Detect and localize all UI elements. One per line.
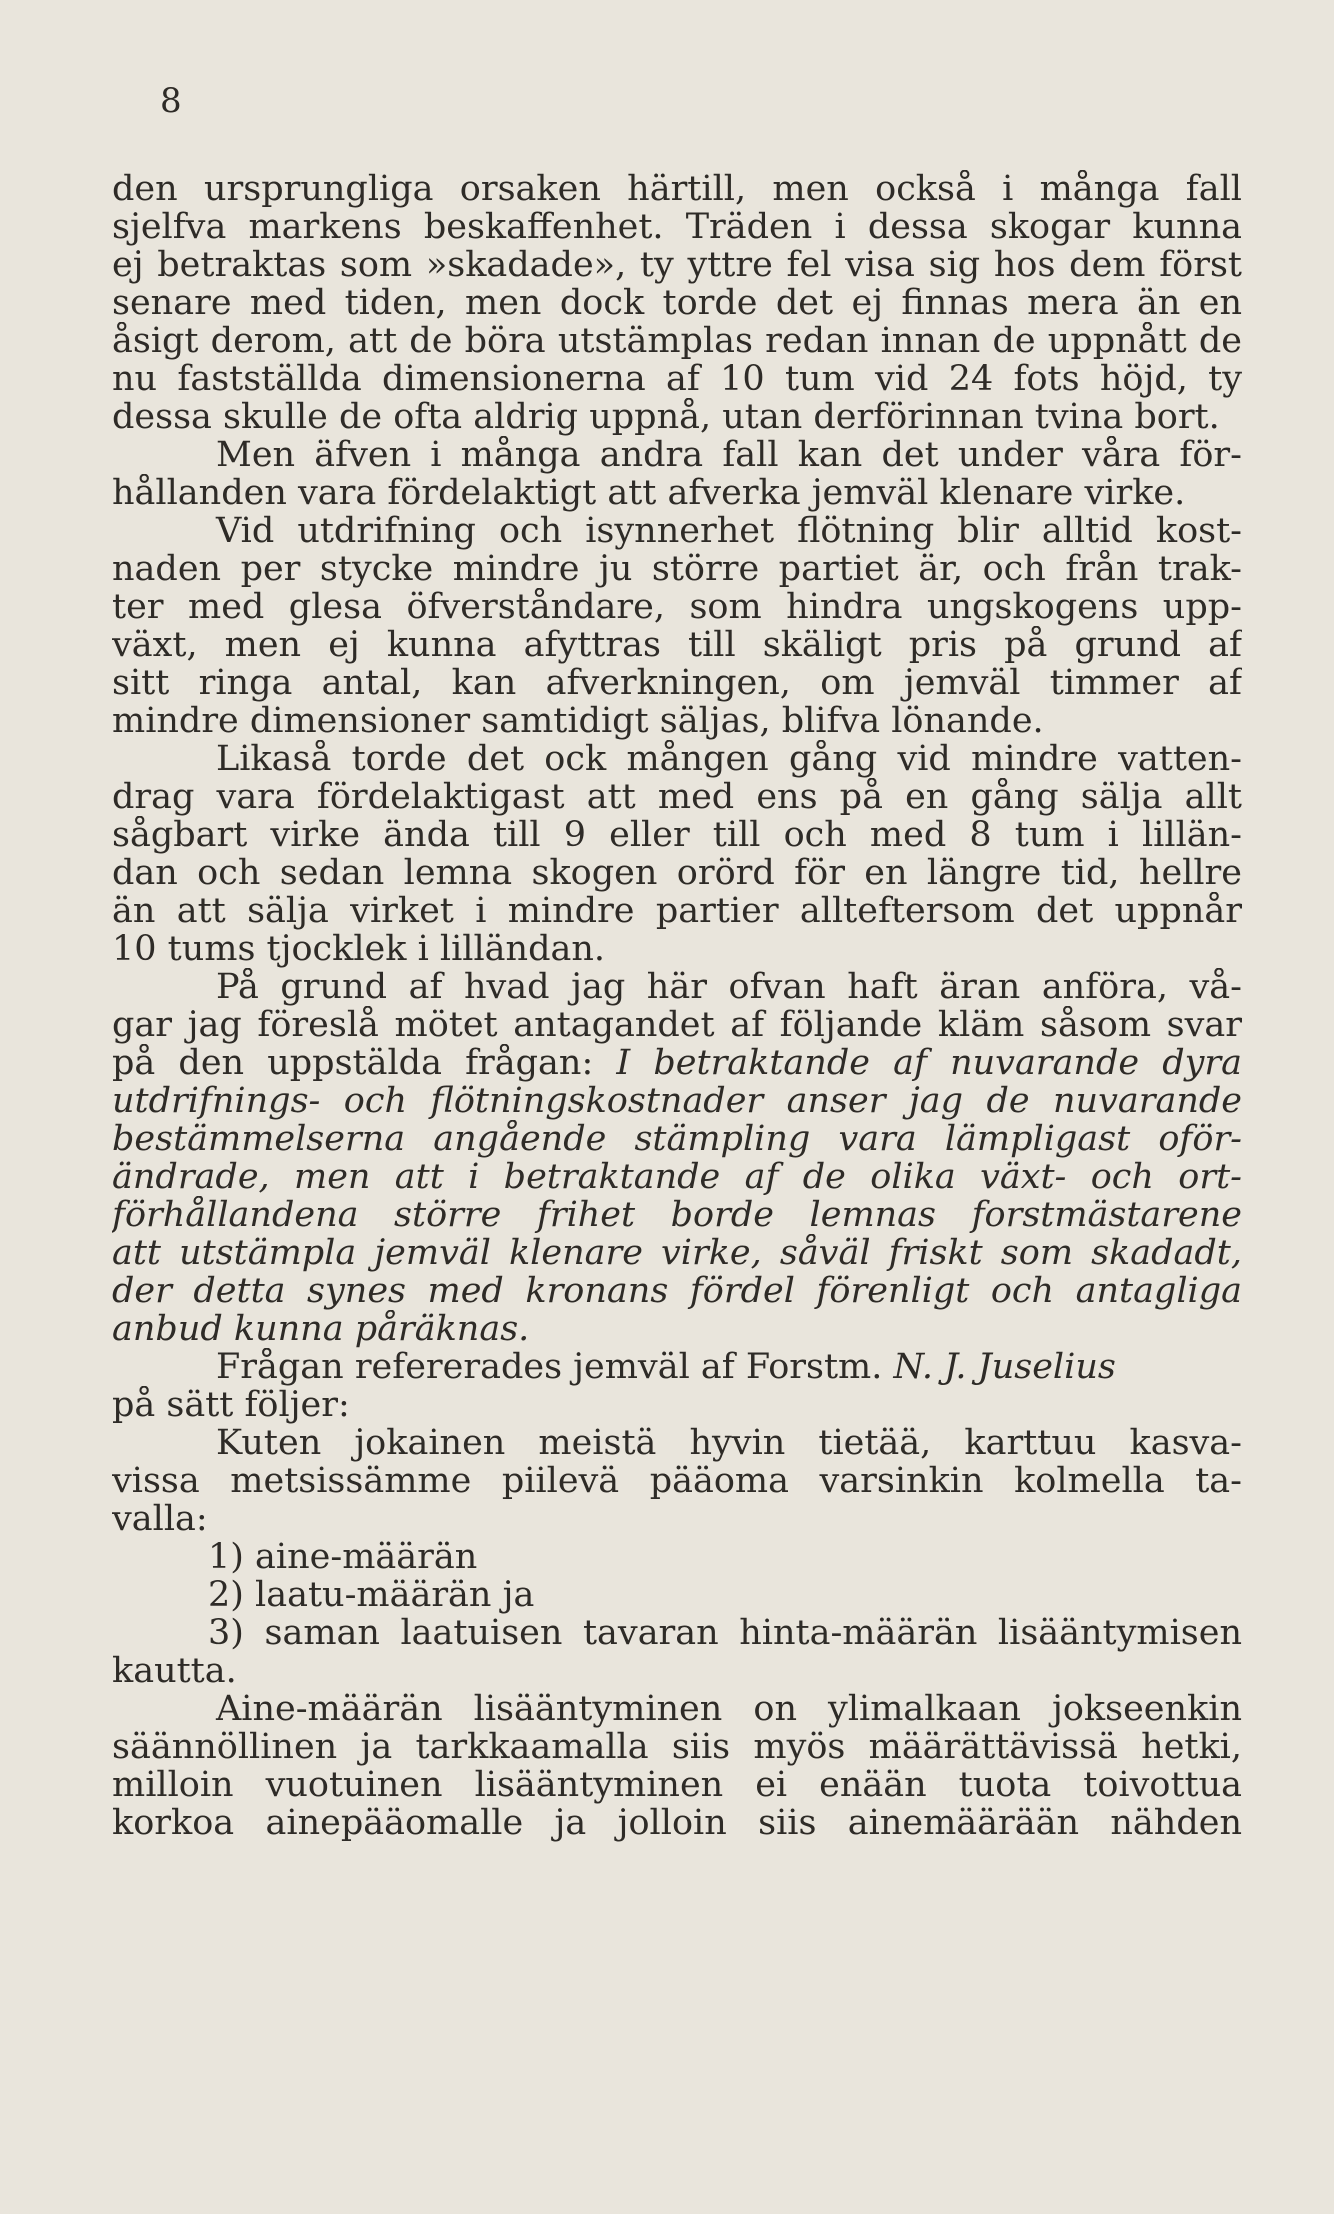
text-line: dan och sedan lemna skogen orörd för en längre tid, hellre	[112, 854, 1242, 892]
text-line: än att sälja virket i mindre partier allteftersom det uppnår	[112, 892, 1242, 930]
paragraph-1	[112, 170, 1242, 436]
paragraph-6	[112, 1348, 1242, 1424]
text-line: sjelfva markens beskaffenhet. Träden i dessa skogar kunna	[112, 208, 1242, 246]
text-line: nu fastställda dimensionerna af 10 tum vid 24 fots höjd, ty	[112, 360, 1242, 398]
numbered-list	[112, 1538, 1242, 1690]
body-text	[112, 170, 1242, 1842]
italic-line: bestämmelserna angående stämpling vara lämpligast oför-	[112, 1120, 1242, 1158]
text-line: På grund af hvad jag här ofvan haft äran anföra, vå-	[216, 968, 1242, 1006]
page-number: 8	[160, 81, 182, 121]
text-line: vissa metsissämme piilevä pääoma varsinkin kolmella ta-	[112, 1462, 1242, 1500]
text-line: säännöllinen ja tarkkaamalla siis myös määrättävissä hetki,	[112, 1728, 1242, 1766]
text-line: hållanden vara fördelaktigt att afverka jemväl klenare virke.	[112, 474, 1186, 512]
paragraph-7	[112, 1424, 1242, 1538]
text-line: Vid utdrifning och isynnerhet flötning blir alltid kost-	[216, 512, 1242, 550]
text-line: gar jag föreslå mötet antagandet af följande kläm såsom svar	[112, 1006, 1242, 1044]
text-line: ej betraktas som »skadade», ty yttre fel visa sig hos dem först	[112, 246, 1242, 284]
text-line: åsigt derom, att de böra utstämplas redan innan de uppnått de	[112, 322, 1242, 360]
italic-line: utdrifnings- och flötningskostnader anser jag de nuvarande	[112, 1082, 1242, 1120]
text-line: kautta.	[112, 1652, 237, 1690]
text-line: Aine-määrän lisääntyminen on ylimalkaan jokseenkin	[216, 1690, 1242, 1728]
text-line: milloin vuotuinen lisääntyminen ei enään tuota toivottua	[112, 1766, 1242, 1804]
italic-line: der detta synes med kronans fördel förenligt och antagliga	[112, 1272, 1242, 1310]
italic-line: förhållandena större frihet borde lemnas forstmästarene	[112, 1196, 1242, 1234]
text-line: sitt ringa antal, kan afverkningen, om jemväl timmer af	[112, 664, 1242, 702]
text-line-mixed	[112, 1348, 1242, 1386]
paragraph-4	[112, 740, 1242, 968]
italic-line: att utstämpla jemväl klenare virke, såväl friskt som skadadt,	[112, 1234, 1242, 1272]
list-item: 3) saman laatuisen tavaran hinta-määrän lisääntymisen	[208, 1614, 1242, 1652]
plain-text: Frågan refererades jemväl af Forstm.	[216, 1348, 894, 1386]
paragraph-2	[112, 436, 1242, 512]
paragraph-9	[112, 1690, 1242, 1842]
text-line: korkoa ainepääomalle ja jolloin siis ainemäärään nähden	[112, 1804, 1242, 1842]
plain-text: på den uppstälda frågan:	[112, 1044, 617, 1082]
text-line: naden per stycke mindre ju större partiet är, och från trak-	[112, 550, 1242, 588]
text-line: Kuten jokainen meistä hyvin tietää, karttuu kasva-	[216, 1424, 1242, 1462]
text-line: senare med tiden, men dock torde det ej finnas mera än en	[112, 284, 1242, 322]
list-item: 2) laatu-määrän ja	[208, 1576, 535, 1614]
list-item: 1) aine-määrän	[208, 1538, 478, 1576]
text-line: sågbart virke ända till 9 eller till och med 8 tum i lillän-	[112, 816, 1242, 854]
text-line: Men äfven i många andra fall kan det under våra för-	[216, 436, 1242, 474]
italic-name: N. J. Juselius	[893, 1348, 1116, 1386]
text-line: mindre dimensioner samtidigt säljas, blifva lönande.	[112, 702, 1044, 740]
text-line: växt, men ej kunna afyttras till skäligt pris på grund af	[112, 626, 1242, 664]
text-line: drag vara fördelaktigast att med ens på en gång sälja allt	[112, 778, 1242, 816]
italic-line: ändrade, men att i betraktande af de olika växt- och ort-	[112, 1158, 1242, 1196]
text-line: på sätt följer:	[112, 1386, 350, 1424]
text-line-mixed	[112, 1044, 1242, 1082]
paragraph-5-proposal	[112, 968, 1242, 1348]
italic-text: I betraktande af nuvarande dyra	[616, 1044, 1242, 1082]
italic-line: anbud kunna påräknas.	[112, 1310, 530, 1348]
text-line: dessa skulle de ofta aldrig uppnå, utan derförinnan tvina bort.	[112, 398, 1220, 436]
text-line: den ursprungliga orsaken härtill, men också i många fall	[112, 170, 1242, 208]
text-line: ter med glesa öfverståndare, som hindra ungskogens upp-	[112, 588, 1242, 626]
text-line: Likaså torde det ock mången gång vid mindre vatten-	[216, 740, 1242, 778]
text-line: valla:	[112, 1500, 208, 1538]
paragraph-3	[112, 512, 1242, 740]
text-line: 10 tums tjocklek i lilländan.	[112, 930, 606, 968]
